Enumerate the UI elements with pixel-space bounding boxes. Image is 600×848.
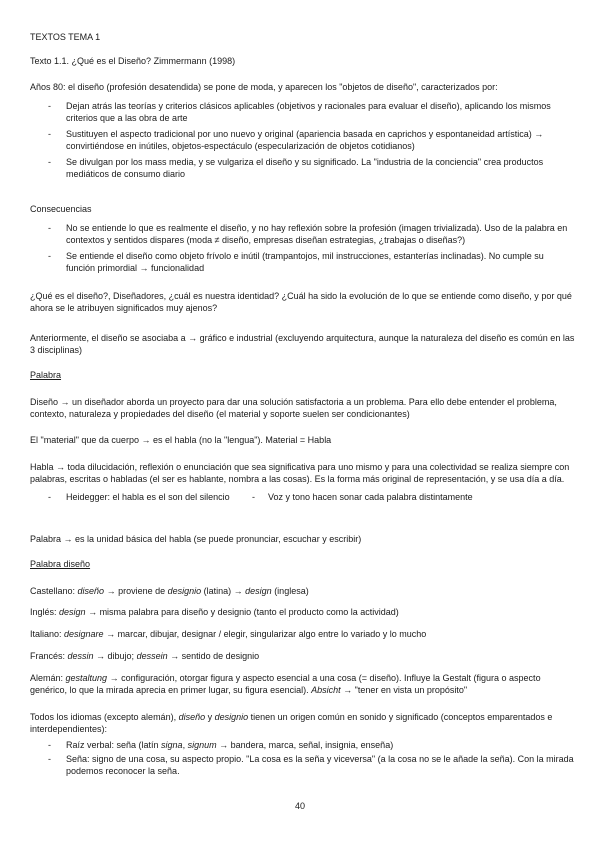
anteriormente-block	[30, 332, 575, 356]
palabra-diseno-heading-block	[30, 558, 575, 570]
intro-paragraph: Años 80: el diseño (profesión desatendida) se pone de moda, y aparecen los "objetos de diseño", caracterizados por:	[30, 82, 498, 92]
voz-tono-note: Voz y tono hacen sonar cada palabra distintamente	[268, 492, 473, 502]
list-item: - Seña: signo de una cosa, su aspecto propio. "La cosa es la seña y viceversa" (a la cosa no se le añade la seña). Con la mirada podemos reconocer la seña.	[48, 754, 574, 776]
material-paragraph: El "material" que da cuerpo → es el habla (no la "lengua"). Material = Habla	[30, 435, 332, 445]
palabra-definition: Palabra → es la unidad básica del habla (se puede pronunciar, escuchar y escribir)	[30, 534, 362, 544]
habla-block	[30, 461, 575, 503]
list-item: - Raíz verbal: seña (latín signa, signum → bandera, marca, señal, insignia, enseña)	[48, 740, 394, 750]
page-number: 40	[294, 801, 305, 811]
italiano-line: Italiano: designare → marcar, dibujar, designar / elegir, singularizar algo entre lo variado y lo mucho	[30, 629, 427, 639]
list-item: - Dejan atrás las teorías y criterios clásicos aplicables (objetivos y racionales para evaluar el diseño), aplicando los mismos criterios que a las obra de arte	[48, 101, 551, 123]
palabra-heading: Palabra	[30, 370, 62, 380]
list-item: - Sustituyen el aspecto tradicional por uno nuevo y original (apariencia basada en caprichos y espontaneidad artística) → convirtiéndose en inútiles, objetos-espectáculo (especularización de objetos cotidianos)	[48, 129, 544, 151]
consecuencias-block	[30, 203, 575, 274]
habla-pair: - Heidegger: el habla es el son del silencio - Voz y tono hacen sonar cada palabra distintamente	[48, 492, 473, 502]
diseno-def-block	[30, 396, 575, 420]
frances-line: Francés: dessin → dibujo; dessein → sentido de designio	[30, 651, 260, 661]
todos-paragraph: Todos los idiomas (excepto alemán), diseño y designio tienen un origen común en sonido y significado (conceptos emparentados e interdependientes):	[30, 712, 553, 734]
page-header: TEXTOS TEMA 1	[30, 32, 101, 42]
material-block	[30, 434, 575, 446]
anteriormente-paragraph: Anteriormente, el diseño se asociaba a → gráfico e industrial (excluyendo arquitectura, aunque la naturaleza del diseño es común en las 3 disciplinas)	[30, 333, 575, 355]
text-title-block	[30, 55, 575, 67]
aleman-block	[30, 672, 575, 696]
aleman-line: Alemán: gestaltung → configuración, otorgar figura y aspecto esencial a una cosa (= diseño). Influye la Gestalt (figura o aspecto genérico, lo que la mirada aprecia en primer lugar, su figura esencial). Absicht → "tener en vista un propósito"	[30, 673, 541, 695]
castellano-block	[30, 585, 575, 597]
palabra-heading-block	[30, 369, 575, 381]
palabra-diseno-heading: Palabra diseño	[30, 559, 91, 569]
palabra-def-block	[30, 533, 575, 545]
intro-block	[30, 81, 575, 180]
castellano-line: Castellano: diseño → proviene de designio (latina) → design (inglesa)	[30, 586, 309, 596]
todos-block	[30, 711, 575, 777]
questions-block	[30, 290, 575, 314]
heidegger-quote: Heidegger: el habla es el son del silencio	[66, 492, 230, 502]
italiano-block	[30, 628, 575, 640]
list-item: - Se entiende el diseño como objeto frívolo e inútil (trampantojos, mil instrucciones, estanterías inclinadas). No cumple su función primordial → funcionalidad	[48, 251, 544, 273]
consecuencias-heading: Consecuencias	[30, 204, 92, 214]
list-item: - No se entiende lo que es realmente el diseño, y no hay reflexión sobre la profesión (imagen trivializada). Uso de la palabra en contextos y sentidos dispares (moda ≠ diseño, empresas diseñan estrategias, ¿trabajas o diseñas?)	[48, 223, 568, 245]
diseno-definition: Diseño → un diseñador aborda un proyecto para dar una solución satisfactoria a un problema. Para ello debe entender el problema, contexto, naturaleza y propiedades del diseño (el material y soporte suelen ser condicionantes)	[30, 397, 557, 419]
ingles-block	[30, 606, 575, 618]
ingles-line: Inglés: design → misma palabra para diseño y designio (tanto el producto como la actividad)	[30, 607, 399, 617]
text-title: Texto 1.1. ¿Qué es el Diseño? Zimmermann (1998)	[30, 56, 236, 66]
habla-paragraph: Habla → toda dilucidación, reflexión o enunciación que sea significativa para uno mismo y para una colectividad se realiza siempre con palabras, escritas o habladas (el ser es hablante, nombra a las cosas). Es la forma más original de representación, y se usa día a día.	[30, 462, 570, 484]
header	[30, 31, 575, 43]
frances-block	[30, 650, 575, 662]
list-item: - Se divulgan por los mass media, y se vulgariza el diseño y su significado. La "industria de la conciencia" crea productos mediáticos de consumo diario	[48, 157, 544, 179]
questions-paragraph: ¿Qué es el diseño?, Diseñadores, ¿cuál es nuestra identidad? ¿Cuál ha sido la evolución de lo que se entiende como diseño, y por qué ahora se le atribuyen significados muy ajenos?	[30, 291, 572, 313]
